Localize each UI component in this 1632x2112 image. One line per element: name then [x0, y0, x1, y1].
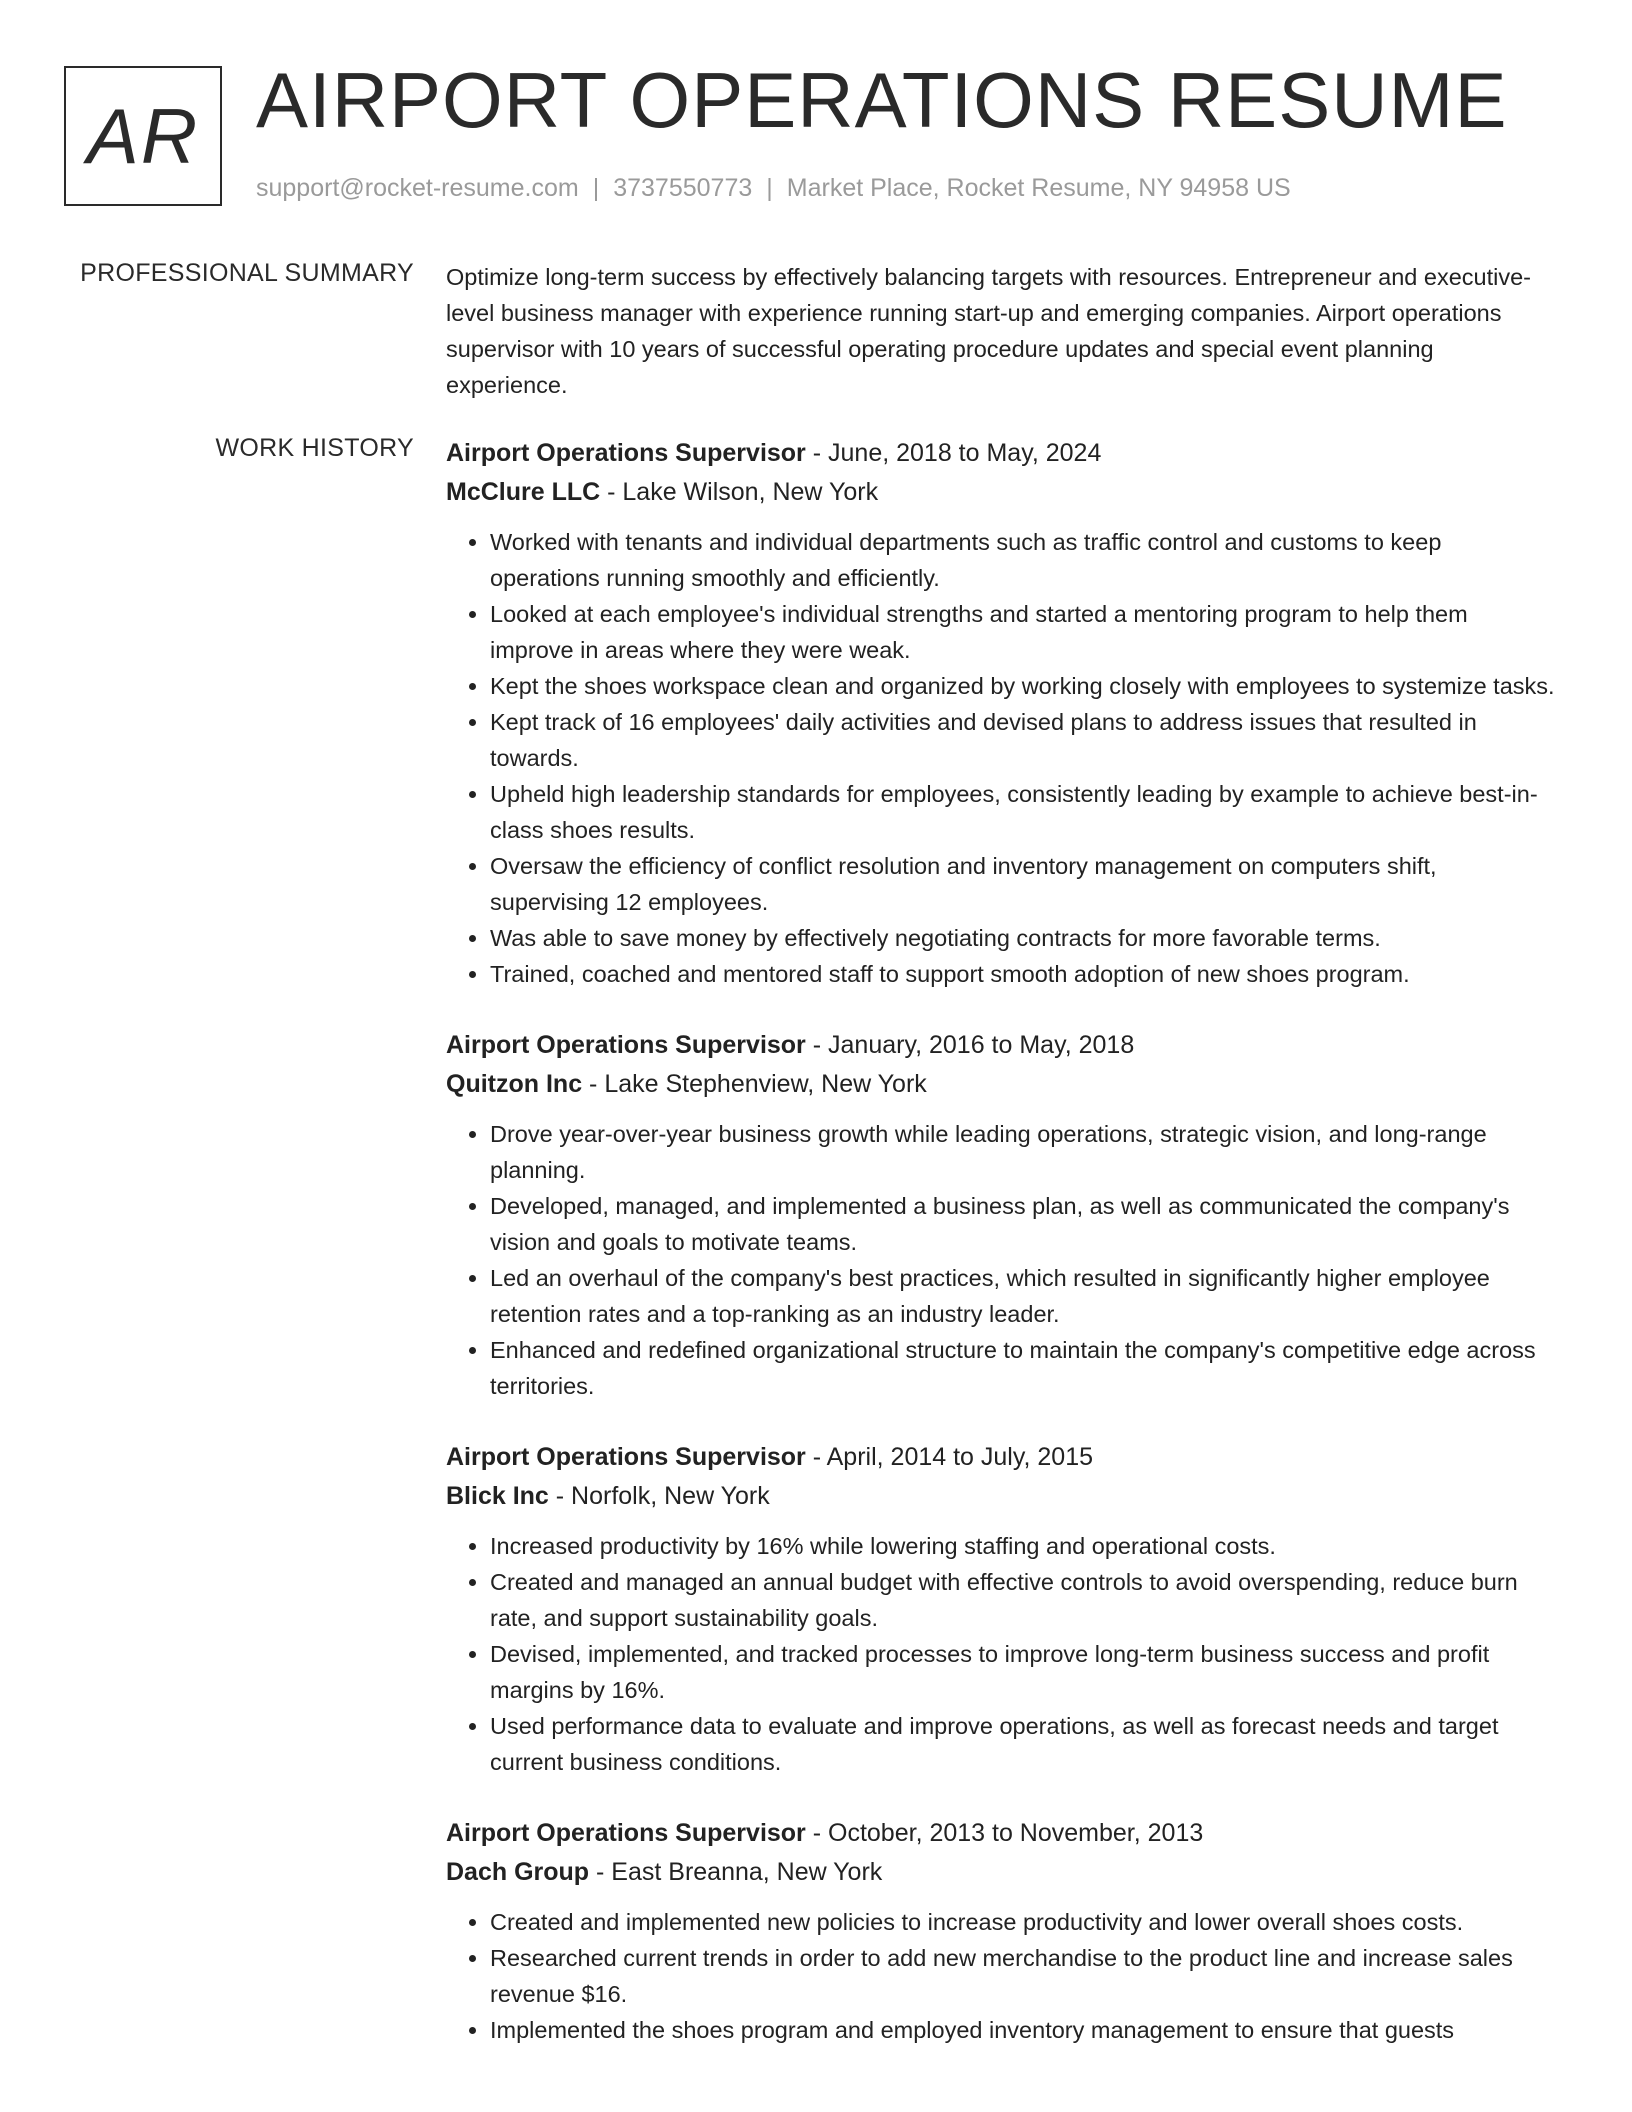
summary-text: Optimize long-term success by effectively balancing targets with resources. Entrepreneur and executive-level business manager with experience running start-up and emerging companies. Airport operations supervisor with 10 years of successful operating procedure updates and special event planning experience.	[446, 264, 1531, 398]
job-bullet: • Was able to save money by effectively negotiating contracts for more favorable terms.	[490, 920, 1556, 956]
work-history-label: WORK HISTORY	[215, 434, 414, 462]
job-bullets	[446, 524, 1556, 992]
job-dates: - June, 2018 to May, 2024	[805, 439, 1102, 467]
job-bullet: • Enhanced and redefined organizational structure to maintain the company's competitive edge across territories.	[490, 1332, 1556, 1404]
monogram-initials: AR	[86, 91, 200, 180]
job-company: Blick Inc	[446, 1482, 549, 1510]
job-bullet: • Upheld high leadership standards for employees, consistently leading by example to achieve best-in-class shoes results.	[490, 776, 1556, 848]
summary-label: PROFESSIONAL SUMMARY	[80, 259, 414, 287]
job-location: - Lake Wilson, New York	[600, 478, 879, 506]
job-title-line	[446, 1438, 1556, 1476]
job-bullet: • Created and managed an annual budget with effective controls to avoid overspending, reduce burn rate, and support sustainability goals.	[490, 1564, 1556, 1636]
job-entry	[446, 1814, 1556, 2048]
job-bullet: • Increased productivity by 16% while lowering staffing and operational costs.	[490, 1528, 1556, 1564]
job-bullet: • Kept track of 16 employees' daily activities and devised plans to address issues that resulted in towards.	[490, 704, 1556, 776]
job-bullets	[446, 1904, 1556, 2048]
job-title-line	[446, 434, 1556, 472]
contact-separator: |	[766, 174, 773, 202]
job-company: McClure LLC	[446, 478, 601, 506]
monogram-badge	[64, 66, 222, 206]
job-entry	[446, 1438, 1556, 1780]
job-title: Airport Operations Supervisor	[446, 1819, 806, 1847]
job-bullet: • Kept the shoes workspace clean and organized by working closely with employees to systemize tasks.	[490, 668, 1556, 704]
job-bullet: • Researched current trends in order to add new merchandise to the product line and increase sales revenue $16.	[490, 1940, 1556, 2012]
contact-line	[256, 174, 1291, 203]
job-company-line	[446, 1852, 1556, 1892]
job-company-line	[446, 1064, 1556, 1104]
job-bullet: • Created and implemented new policies to increase productivity and lower overall shoes costs.	[490, 1904, 1556, 1940]
contact-phone[interactable]: 3737550773	[613, 174, 753, 202]
jobs-list	[446, 434, 1556, 2082]
job-title-line	[446, 1814, 1556, 1852]
job-bullet: • Worked with tenants and individual departments such as traffic control and customs to keep operations running smoothly and efficiently.	[490, 524, 1556, 596]
job-title-line	[446, 1026, 1556, 1064]
job-entry	[446, 1026, 1556, 1404]
resume-title: AIRPORT OPERATIONS RESUME	[256, 56, 1508, 144]
job-bullet: • Devised, implemented, and tracked processes to improve long-term business success and profit margins by 16%.	[490, 1636, 1556, 1708]
job-bullets	[446, 1116, 1556, 1404]
job-title: Airport Operations Supervisor	[446, 1443, 806, 1471]
job-dates: - October, 2013 to November, 2013	[805, 1819, 1204, 1847]
job-company-line	[446, 1476, 1556, 1516]
job-title: Airport Operations Supervisor	[446, 1031, 806, 1059]
job-bullet: • Looked at each employee's individual strengths and started a mentoring program to help them improve in areas where they were weak.	[490, 596, 1556, 668]
job-bullet: • Led an overhaul of the company's best practices, which resulted in significantly higher employee retention rates and a top-ranking as an industry leader.	[490, 1260, 1556, 1332]
job-bullet: • Oversaw the efficiency of conflict resolution and inventory management on computers shift, supervising 12 employees.	[490, 848, 1556, 920]
job-company: Dach Group	[446, 1858, 590, 1886]
job-location: - Lake Stephenview, New York	[582, 1070, 927, 1098]
job-bullet: • Drove year-over-year business growth while leading operations, strategic vision, and long-range planning.	[490, 1116, 1556, 1188]
job-title: Airport Operations Supervisor	[446, 439, 806, 467]
job-bullet: • Used performance data to evaluate and improve operations, as well as forecast needs and target current business conditions.	[490, 1708, 1556, 1780]
contact-email[interactable]: support@rocket-resume.com	[256, 174, 579, 202]
job-bullet: • Implemented the shoes program and employed inventory management to ensure that guests	[490, 2012, 1556, 2048]
job-company: Quitzon Inc	[446, 1070, 583, 1098]
job-bullet: • Trained, coached and mentored staff to support smooth adoption of new shoes program.	[490, 956, 1556, 992]
job-company-line	[446, 472, 1556, 512]
job-dates: - January, 2016 to May, 2018	[805, 1031, 1135, 1059]
contact-separator: |	[592, 174, 600, 202]
job-bullet: • Developed, managed, and implemented a business plan, as well as communicated the company's vision and goals to motivate teams.	[490, 1188, 1556, 1260]
job-location: - East Breanna, New York	[589, 1858, 883, 1886]
job-entry	[446, 434, 1556, 992]
contact-address: Market Place, Rocket Resume, NY 94958 US	[786, 174, 1291, 202]
job-dates: - April, 2014 to July, 2015	[805, 1443, 1094, 1471]
job-location: - Norfolk, New York	[548, 1482, 770, 1510]
job-bullets	[446, 1528, 1556, 1780]
